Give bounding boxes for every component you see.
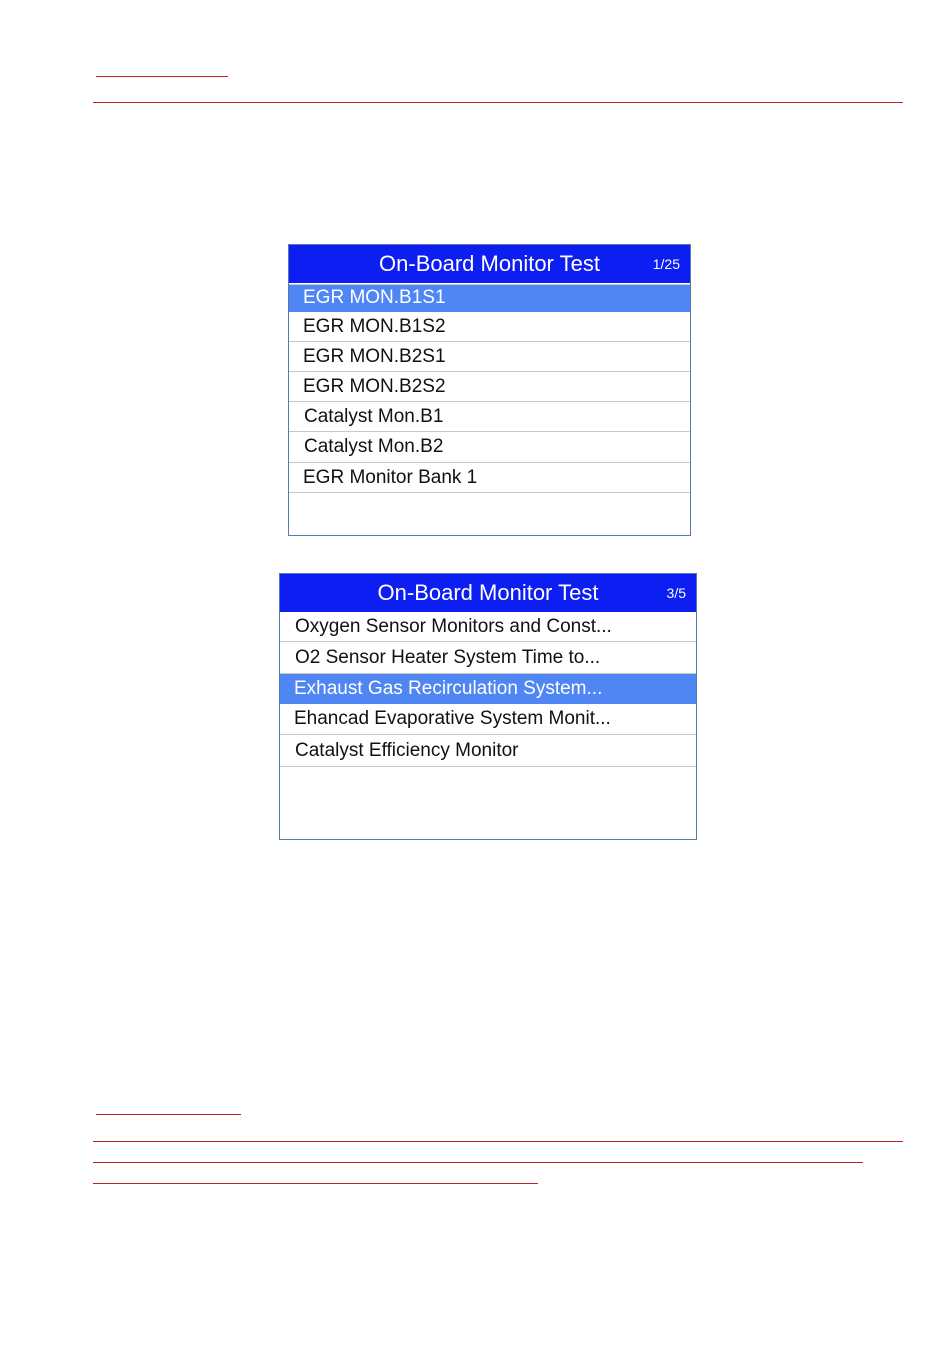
menu-item-catalyst-mon-b2[interactable] [289,432,690,463]
menu-item-label: Catalyst Mon.B1 [304,405,444,427]
menu-item-evaporative-system[interactable] [280,704,696,735]
menu-item-egr-mon-b1s2[interactable] [289,312,690,342]
bottom-rule-3 [93,1183,538,1184]
menu-item-label: Oxygen Sensor Monitors and Const... [295,615,612,637]
menu-item-catalyst-efficiency-monitor[interactable] [280,735,696,767]
menu-item-label: EGR MON.B1S1 [303,287,446,308]
menu-item-label: Exhaust Gas Recirculation System... [294,677,603,699]
monitor-test-screen-1 [288,244,691,536]
monitor-test-screen-2 [279,573,697,840]
top-long-rule [93,102,903,103]
menu-item-o2-sensor-heater[interactable] [280,642,696,674]
screen-2-title: On-Board Monitor Test [377,580,599,605]
menu-item-label: EGR Monitor Bank 1 [303,466,478,488]
menu-item-label: Catalyst Efficiency Monitor [295,739,519,761]
menu-item-label: EGR MON.B1S2 [303,315,446,337]
menu-item-label: EGR MON.B2S2 [303,375,446,397]
top-short-rule [96,76,228,77]
menu-item-oxygen-sensor-monitors[interactable] [280,612,696,642]
menu-item-egr-mon-b2s2[interactable] [289,372,690,402]
bottom-rule-2 [93,1162,863,1163]
menu-item-label: O2 Sensor Heater System Time to... [295,646,601,668]
menu-item-egr-monitor-bank-1[interactable] [289,463,690,493]
screen-1-header [289,245,690,283]
screen-2-header [280,574,696,612]
menu-item-label: EGR MON.B2S1 [303,345,446,367]
bottom-rule-1 [93,1141,903,1142]
menu-item-label: Ehancad Evaporative System Monit... [294,708,611,729]
menu-item-catalyst-mon-b1[interactable] [289,402,690,432]
menu-item-egr-mon-b1s1[interactable] [289,285,690,312]
menu-item-egr-mon-b2s1[interactable] [289,342,690,372]
menu-item-label: Catalyst Mon.B2 [304,436,444,457]
menu-item-exhaust-gas-recirculation[interactable] [280,674,696,704]
bottom-short-rule [96,1114,241,1115]
screen-2-page-indicator: 3/5 [666,585,686,601]
screen-1-title: On-Board Monitor Test [379,251,600,276]
screen-1-page-indicator: 1/25 [652,256,680,272]
